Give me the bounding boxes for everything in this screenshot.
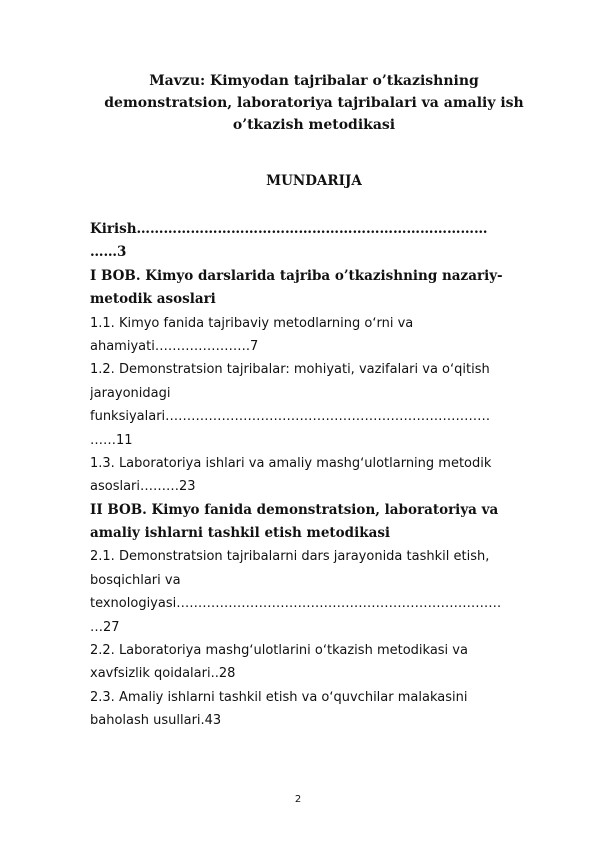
toc-line: 1.1. Kimyo fanida tajribaviy metodlarning oʻrni va: [90, 315, 414, 331]
toc-line: funksiyalari…………………………………………………………………: [90, 409, 491, 425]
toc-line: I BOB. Kimyo darslarida tajriba o’tkazishning nazariy-: [90, 267, 503, 284]
document-title: [92, 70, 536, 136]
toc-line: asoslari………23: [90, 479, 196, 495]
toc-line: ……3: [90, 244, 127, 261]
toc-line: 1.3. Laboratoriya ishlari va amaliy mashgʻulotlarning metodik: [90, 455, 492, 471]
toc-heading: MUNDARIJA: [266, 173, 362, 189]
toc-line: texnologiyasi…………………………………………………………………: [90, 596, 502, 612]
toc-line: bosqichlari va: [90, 572, 181, 588]
toc-line: xavfsizlik qoidalari..28: [90, 666, 236, 682]
title-line-3: o’tkazish metodikasi: [232, 117, 396, 133]
table-of-contents: [90, 218, 540, 733]
toc-line: II BOB. Kimyo fanida demonstratsion, laboratoriya va: [90, 501, 499, 518]
toc-line: baholash usullari.43: [90, 713, 222, 729]
toc-line: Kirish……………………………………………………………………: [90, 221, 488, 237]
toc-line: ……11: [90, 432, 133, 448]
toc-line: amaliy ishlarni tashkil etish metodikasi: [90, 525, 391, 542]
toc-line: …27: [90, 619, 120, 635]
toc-line: metodik asoslari: [90, 291, 216, 308]
title-line-1: Mavzu: Kimyodan tajribalar o’tkazishning: [149, 73, 479, 89]
toc-line: 2.3. Amaliy ishlarni tashkil etish va oʻquvchilar malakasini: [90, 689, 468, 705]
toc-line: jarayonidagi: [90, 385, 171, 401]
toc-line: 2.1. Demonstratsion tajribalarni dars jarayonida tashkil etish,: [90, 549, 490, 565]
page-number: 2: [294, 794, 302, 805]
toc-line: 2.2. Laboratoriya mashgʻulotlarini oʻtkazish metodikasi va: [90, 643, 468, 659]
title-line-2: demonstratsion, laboratoriya tajribalari va amaliy ish: [104, 95, 524, 111]
toc-line: 1.2. Demonstratsion tajribalar: mohiyati, vazifalari va oʻqitish: [90, 362, 490, 378]
toc-line: ahamiyati………………….7: [90, 338, 259, 354]
